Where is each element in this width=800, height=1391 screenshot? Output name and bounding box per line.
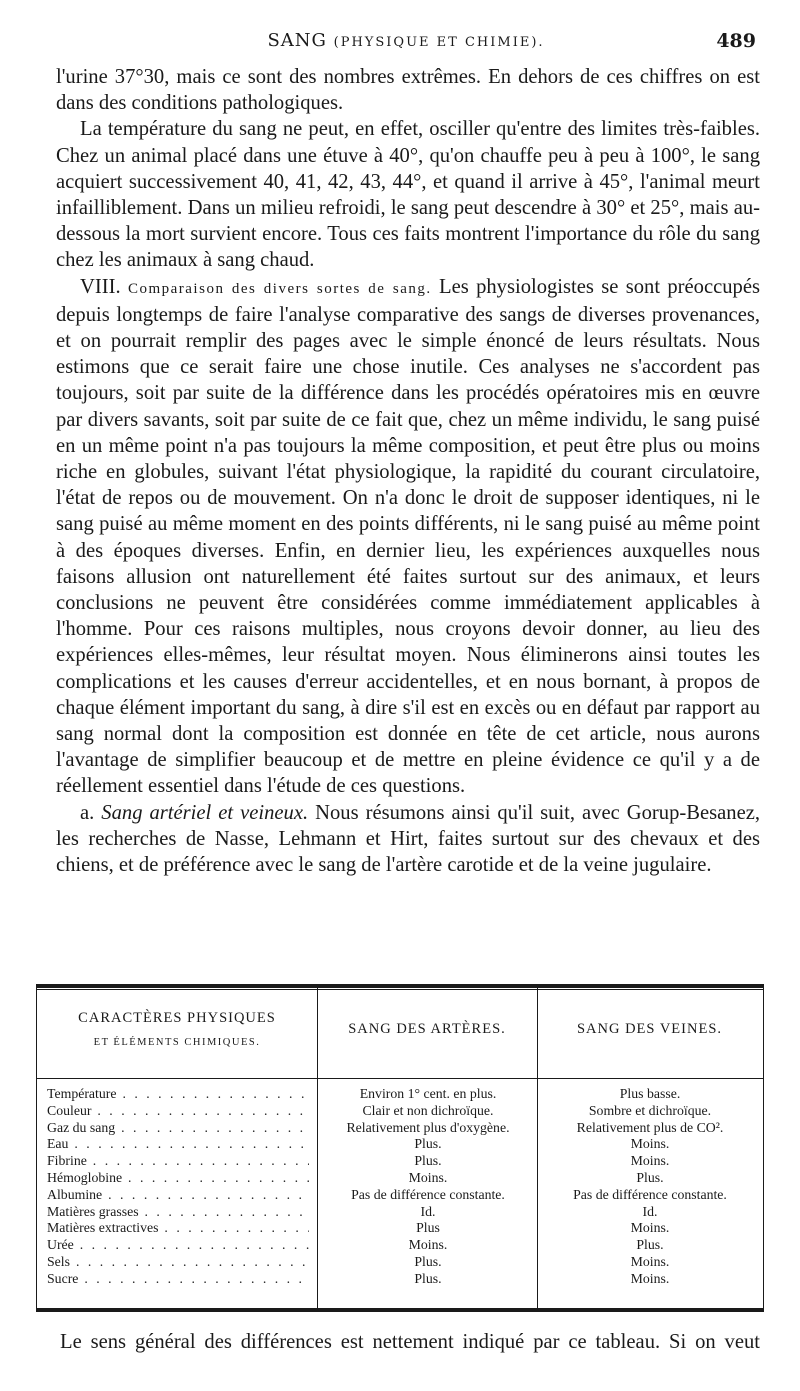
page-number: 489: [716, 30, 756, 52]
table-row: [37, 1120, 763, 1137]
subsection-title: Sang artériel et veineux.: [101, 801, 309, 824]
table-row: [37, 1136, 763, 1153]
row-vein-value: Moins.: [630, 1136, 670, 1152]
table-row: [37, 1103, 763, 1120]
row-vein-value: Id.: [642, 1203, 658, 1219]
row-item: Température . . .: [47, 1086, 309, 1102]
running-head-title-paren: (PHYSIQUE ET CHIMIE).: [333, 35, 545, 50]
row-vein-value: Plus.: [636, 1237, 664, 1253]
row-vein-value: Sombre et dichroïque.: [588, 1102, 712, 1118]
row-item: Fibrine . . .: [47, 1153, 309, 1169]
header-col1-line2: ET ÉLÉMENTS CHIMIQUES.: [93, 1037, 261, 1048]
row-item: Sels . . .: [47, 1254, 309, 1270]
row-artery-value: Id.: [420, 1203, 436, 1219]
row-artery-value: Relativement plus d'oxygène.: [346, 1119, 510, 1135]
table-row: [37, 1204, 763, 1221]
row-artery-value: Plus: [416, 1220, 440, 1236]
row-item: Eau . . .: [47, 1136, 309, 1152]
paragraph-2: La température du sang ne peut, en effet, osciller qu'entre des limites très-faibles. Chez un animal placé dans une étuve à 40°, qu'on chauffe peu à peu à 100°, le sang acquiert successivement 40, 41, 42, 43, 44°, et quand il arrive à 45°, l'animal meurt infailliblement. Dans un milieu refroidi, le sang peut descendre à 30° et 25°, mais au-dessous la mort survient encore. Tous ces faits montrent l'importance du rôle du sang chez les animaux à sang chaud.: [56, 118, 760, 272]
row-item: Sucre . . .: [47, 1271, 309, 1287]
table-row: [37, 1170, 763, 1187]
header-col-veins: [537, 988, 762, 1070]
row-artery-value: Clair et non dichroïque.: [362, 1102, 494, 1118]
subsection-label: a.: [80, 801, 95, 824]
row-item: Matières extractives . . .: [47, 1220, 309, 1236]
paragraph-3-text: Les physiologistes se sont préoccupés depuis longtemps de faire l'analyse comparative des sangs de diverses provenances, et on pourrait remplir des pages avec le simple énoncé de leurs résultats. Nous estimons que ce serait faire une chose inutile. Ces analyses ne s'accordent pas toujours, soit par suite de la différence dans les procédés opératoires mis en œuvre par divers savants, soit par suite de ce fait que, chez un même individu, le sang puisé en un même point n'a pas toujours la même composition, et peut être plus ou moins riche en globules, suivant l'état physiologique, la rapidité du courant circulatoire, l'état de repos ou de mouvement. On n'a donc le droit de supposer identiques, ni le sang puisé au même moment en des points différents, ni le sang puisé au même point à des époques diverses. Enfin, en dernier lieu, les expériences auxquelles nous faisons allusion ont naturellement été faites surtout sur des animaux, et leurs conclusions ne peuvent être considérées comme immédiatement applicables à l'homme. Pour ces raisons multiples, nous croyons devoir donner, au lieu des expériences elles-mêmes, leur résultat moyen. Nous éliminerons ainsi toutes les complications et les causes d'erreur accidentelles, et en nous bornant, à propos de chaque élément important du sang, à dire s'il est en excès ou en défaut par rapport au sang normal dont la composition est donnée en tête de cet article, nous aurons l'avantage de simplifier beaucoup et de mettre en pleine évidence ce qu'il y a de réellement essentiel dans l'étude de ces questions.: [56, 275, 761, 798]
row-artery-value: Environ 1° cent. en plus.: [359, 1086, 497, 1101]
header-rule: [37, 1078, 763, 1079]
row-item: Hémoglobine . . .: [47, 1170, 309, 1186]
row-artery-value: Plus.: [414, 1136, 442, 1152]
row-artery-value: Moins.: [408, 1169, 448, 1185]
running-head-title-main: SANG: [267, 30, 327, 51]
row-artery-value: Plus.: [414, 1253, 442, 1269]
row-item: Matières grasses . . .: [47, 1204, 309, 1220]
body-text: [56, 64, 760, 878]
comparison-table: [36, 984, 764, 1312]
header-col-arteries: [317, 988, 537, 1070]
paragraph-4: [56, 800, 760, 879]
table-row: [37, 1187, 763, 1204]
table-row: [37, 1237, 763, 1254]
row-vein-value: Moins.: [630, 1220, 670, 1236]
row-vein-value: Pas de différence constante.: [573, 1186, 727, 1202]
table-row: [37, 1153, 763, 1170]
running-head-title: [56, 30, 756, 51]
table-row: [37, 1220, 763, 1237]
row-vein-value: Moins.: [630, 1153, 670, 1169]
header-col3-label: SANG DES VEINES.: [576, 1020, 723, 1037]
header-col2-label: SANG DES ARTÈRES.: [348, 1020, 506, 1037]
paragraph-4-text: Nous résumons ainsi qu'il suit, avec Gorup-Besanez, les recherches de Nasse, Lehmann et Hirt, faites surtout sur des chevaux et des chiens, et de préférence avec le sang de l'artère carotide et de la veine jugulaire.: [56, 801, 760, 877]
row-artery-value: Plus.: [414, 1153, 442, 1169]
row-vein-value: Moins.: [630, 1270, 670, 1286]
paragraph-1: l'urine 37°30, mais ce sont des nombres extrêmes. En dehors de ces chiffres on est dans des conditions pathologiques.: [56, 66, 760, 115]
running-head: [56, 30, 756, 58]
section-heading: Comparaison des divers sortes de sang.: [127, 280, 432, 297]
row-artery-value: Moins.: [408, 1237, 448, 1253]
section-number: VIII.: [80, 275, 121, 298]
row-vein-value: Moins.: [630, 1253, 670, 1269]
row-artery-value: Plus.: [414, 1270, 442, 1286]
header-col1-line1: CARACTÈRES PHYSIQUES: [78, 1010, 276, 1026]
row-item: Couleur . . .: [47, 1103, 309, 1119]
row-vein-value: Relativement plus de CO².: [576, 1119, 724, 1135]
row-item: Urée . . .: [47, 1237, 309, 1253]
row-vein-value: Plus.: [636, 1169, 664, 1185]
header-col-characters: [37, 988, 317, 1070]
table-row: [37, 1254, 763, 1271]
paragraph-3: [56, 274, 760, 800]
table-body: [37, 1086, 763, 1288]
row-item: Gaz du sang . . .: [47, 1120, 309, 1136]
continuation-line: Le sens général des différences est nettement indiqué par ce tableau. Si on veut: [60, 1331, 760, 1353]
row-item: Albumine . . .: [47, 1187, 309, 1203]
row-vein-value: Plus basse.: [619, 1086, 681, 1101]
table-row: [37, 1086, 763, 1103]
table-row: [37, 1271, 763, 1288]
row-artery-value: Pas de différence constante.: [351, 1186, 505, 1202]
